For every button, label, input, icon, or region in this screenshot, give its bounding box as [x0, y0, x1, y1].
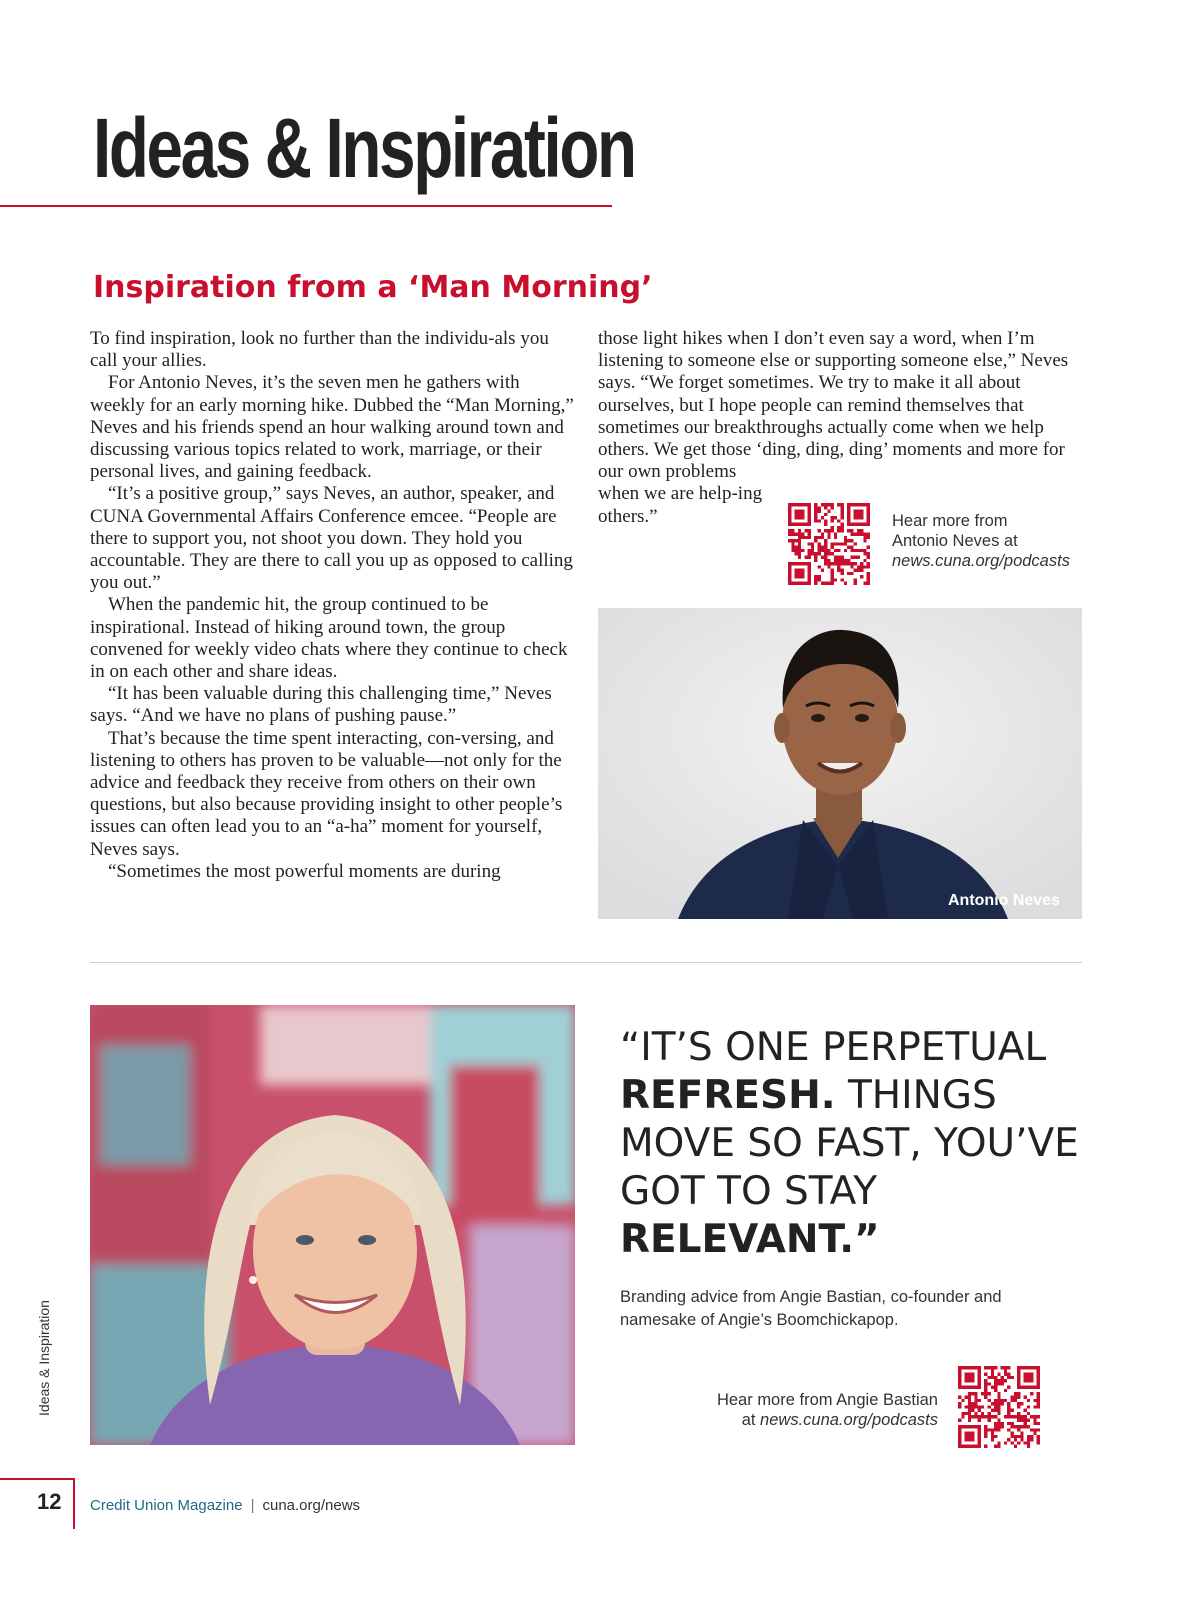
podcast-line: Hear more from [892, 512, 1008, 530]
paragraph: “It has been valuable during this challenging time,” Neves says. “And we have no plans of pushing pause.” [90, 683, 552, 727]
article-left-column [90, 328, 578, 883]
quote-attribution: Branding advice from Angie Bastian, co-founder and namesake of Angie’s Boomchickapop. [620, 1288, 1002, 1329]
qr-code-icon[interactable] [958, 1366, 1040, 1448]
title-rule [0, 205, 612, 207]
podcast-link-neves[interactable] [892, 511, 1092, 571]
paragraph: That’s because the time spent interacting, con-versing, and listening to others has proven to be valuable—not only for the advice and feedback they receive from others on their own questions, but also because providing insight to other people’s issues can often lead you to an “a-ha” moment for yourself, Neves says. [90, 727, 563, 860]
photo-caption: Antonio Neves [947, 892, 1060, 909]
paragraph: “It’s a positive group,” says Neves, an author, speaker, and CUNA Governmental Affairs Conference emcee. “People are there to support you, not shoot you down. They hold you accountable. They are there to call you up as opposed to calling you out.” [90, 483, 573, 594]
quote-emphasis: REFRESH. [620, 1073, 836, 1118]
quote-text: “IT’S ONE PERPETUAL [620, 1025, 1047, 1070]
paragraph: When the pandemic hit, the group continued to be inspirational. Instead of hiking around town, the group convened for weekly video chats where they continue to check in on each other and share ideas. [90, 594, 568, 683]
paragraph: our own problems when we are help-ing others.” [598, 461, 763, 527]
page-number: 12 [37, 1489, 62, 1514]
podcast-link-angie[interactable] [660, 1390, 938, 1430]
podcast-url[interactable]: news.cuna.org/podcasts [760, 1411, 938, 1429]
footer-separator: | [250, 1497, 255, 1514]
pull-quote [620, 1024, 1090, 1264]
podcast-url[interactable]: news.cuna.org/podcasts [892, 552, 1070, 570]
paragraph: For Antonio Neves, it’s the seven men he gathers with weekly for an early morning hike. Dubbed the “Man Morning,” Neves and his friends spend an hour walking around town and discussing various topics related to work, marriage, or their personal lives, and gaining feedback. [90, 372, 574, 483]
podcast-line: Hear more from Angie Bastian [716, 1391, 938, 1409]
footer-site[interactable]: cuna.org/news [262, 1497, 361, 1514]
quote-text: THINGS MOVE SO FAST, YOU’VE GOT TO STAY [620, 1073, 1079, 1214]
article-right-column [598, 328, 1084, 528]
podcast-line: Antonio Neves at [892, 532, 1018, 550]
paragraph: To find inspiration, look no further than the individu-als you call your allies. [90, 328, 549, 372]
magazine-name[interactable]: Credit Union Magazine [90, 1497, 243, 1514]
page-title: Ideas & Inspiration [93, 101, 635, 195]
footer [90, 1497, 360, 1514]
quote-emphasis: RELEVANT.” [620, 1217, 880, 1262]
paragraph: “Sometimes the most powerful moments are during [108, 860, 501, 882]
section-divider [90, 962, 1082, 963]
article-heading: Inspiration from a ‘Man Morning’ [93, 270, 653, 305]
photo-angie-bastian [90, 1005, 575, 1445]
qr-code-icon[interactable] [788, 503, 870, 585]
paragraph: those light hikes when I don’t even say a word, when I’m listening to someone else or supporting someone else,” Neves says. “We forget sometimes. We try to make it all about ourselves, but I hope people can remind themselves that sometimes our breakthroughs actually come when we help others. We get those ‘ding, ding, ding’ moments and more for [598, 328, 1069, 461]
podcast-prefix: at [741, 1411, 756, 1429]
section-side-label: Ideas & Inspiration [36, 1300, 52, 1416]
photo-antonio-neves [598, 608, 1082, 919]
